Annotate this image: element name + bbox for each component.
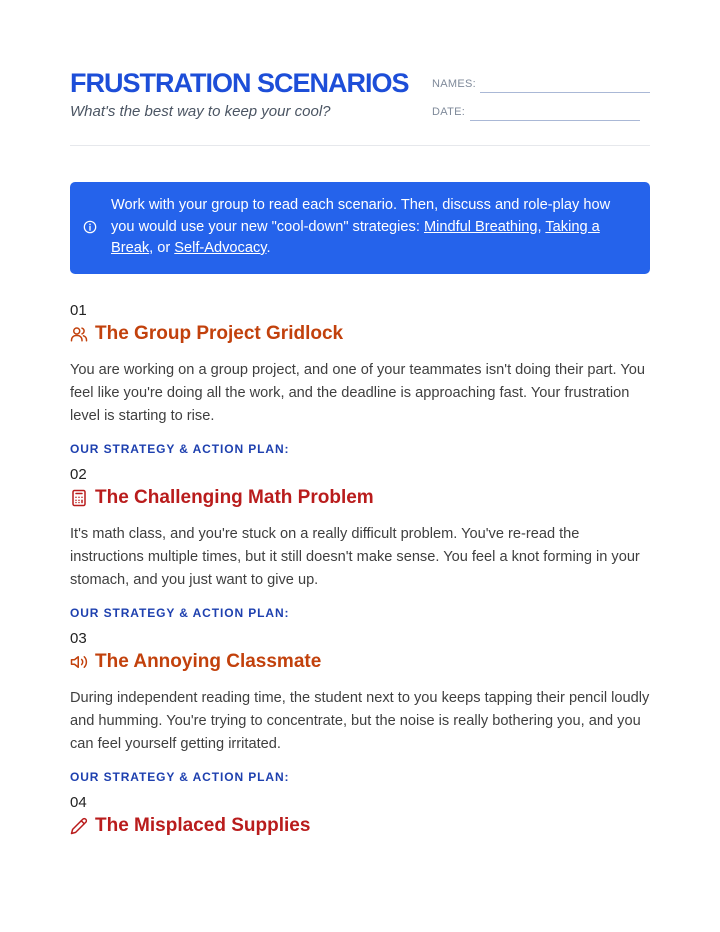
names-field[interactable] [480,92,650,93]
date-field[interactable] [470,120,640,121]
instructions-text [111,195,611,260]
scenario-number: 04 [70,794,87,811]
page-subtitle: What's the best way to keep your cool? [70,103,331,120]
strategy-plan-label: OUR STRATEGY & ACTION PLAN: [70,770,290,784]
scenario-title [70,323,343,345]
scenario-title-text: The Annoying Classmate [95,651,322,672]
scenario-description: During independent reading time, the student next to you keeps tapping their pencil loudly and humming. You're trying to concentrate, but the noise is really bothering you, and you can feel yourself getting irritated. [70,690,650,752]
instructions-separator: , [537,218,546,235]
users-icon [70,325,88,343]
instructions-end: . [266,240,271,256]
scenario-number: 02 [70,466,87,483]
self-advocacy-link[interactable]: Self-Advocacy [174,240,267,256]
pencil-icon [70,817,88,835]
scenario-title-text: The Challenging Math Problem [95,487,374,508]
scenario-title [70,487,374,509]
strategy-plan-label: OUR STRATEGY & ACTION PLAN: [70,606,290,620]
instructions-intro: Work with your group to read each scenario. Then, discuss and role-play how you would use your new "cool-down" strategies: [111,197,611,235]
strategy-plan-label: OUR STRATEGY & ACTION PLAN: [70,442,290,456]
instructions-callout [70,182,650,274]
scenario-description: It's math class, and you're stuck on a really difficult problem. You've re-read the instructions multiple times, but it still doesn't make sense. You feel a knot forming in your stomach, and you just want to give up. [70,526,640,588]
scenario-title [70,651,321,673]
names-label: NAMES: [432,78,476,90]
page-title: FRUSTRATION SCENARIOS [70,68,409,98]
scenario-number: 01 [70,302,87,319]
calculator-icon [70,489,88,507]
instructions-separator: , or [149,240,175,256]
date-label: DATE: [432,106,466,118]
info-icon [83,220,97,234]
scenario-title [70,815,310,837]
scenario-title-text: The Misplaced Supplies [95,815,311,836]
scenario-description: You are working on a group project, and one of your teammates isn't doing their part. You feel like you're doing all the work, and the deadline is approaching fast. Your frustration level is starting to rise. [70,362,646,424]
scenario-title-text: The Group Project Gridlock [95,323,344,344]
speaker-icon [70,653,88,671]
mindful-breathing-link[interactable]: Mindful Breathing [423,218,538,235]
taking-a-break-link[interactable]: Taking a Break [111,218,600,256]
header-divider [70,145,650,146]
scenario-number: 03 [70,630,87,647]
